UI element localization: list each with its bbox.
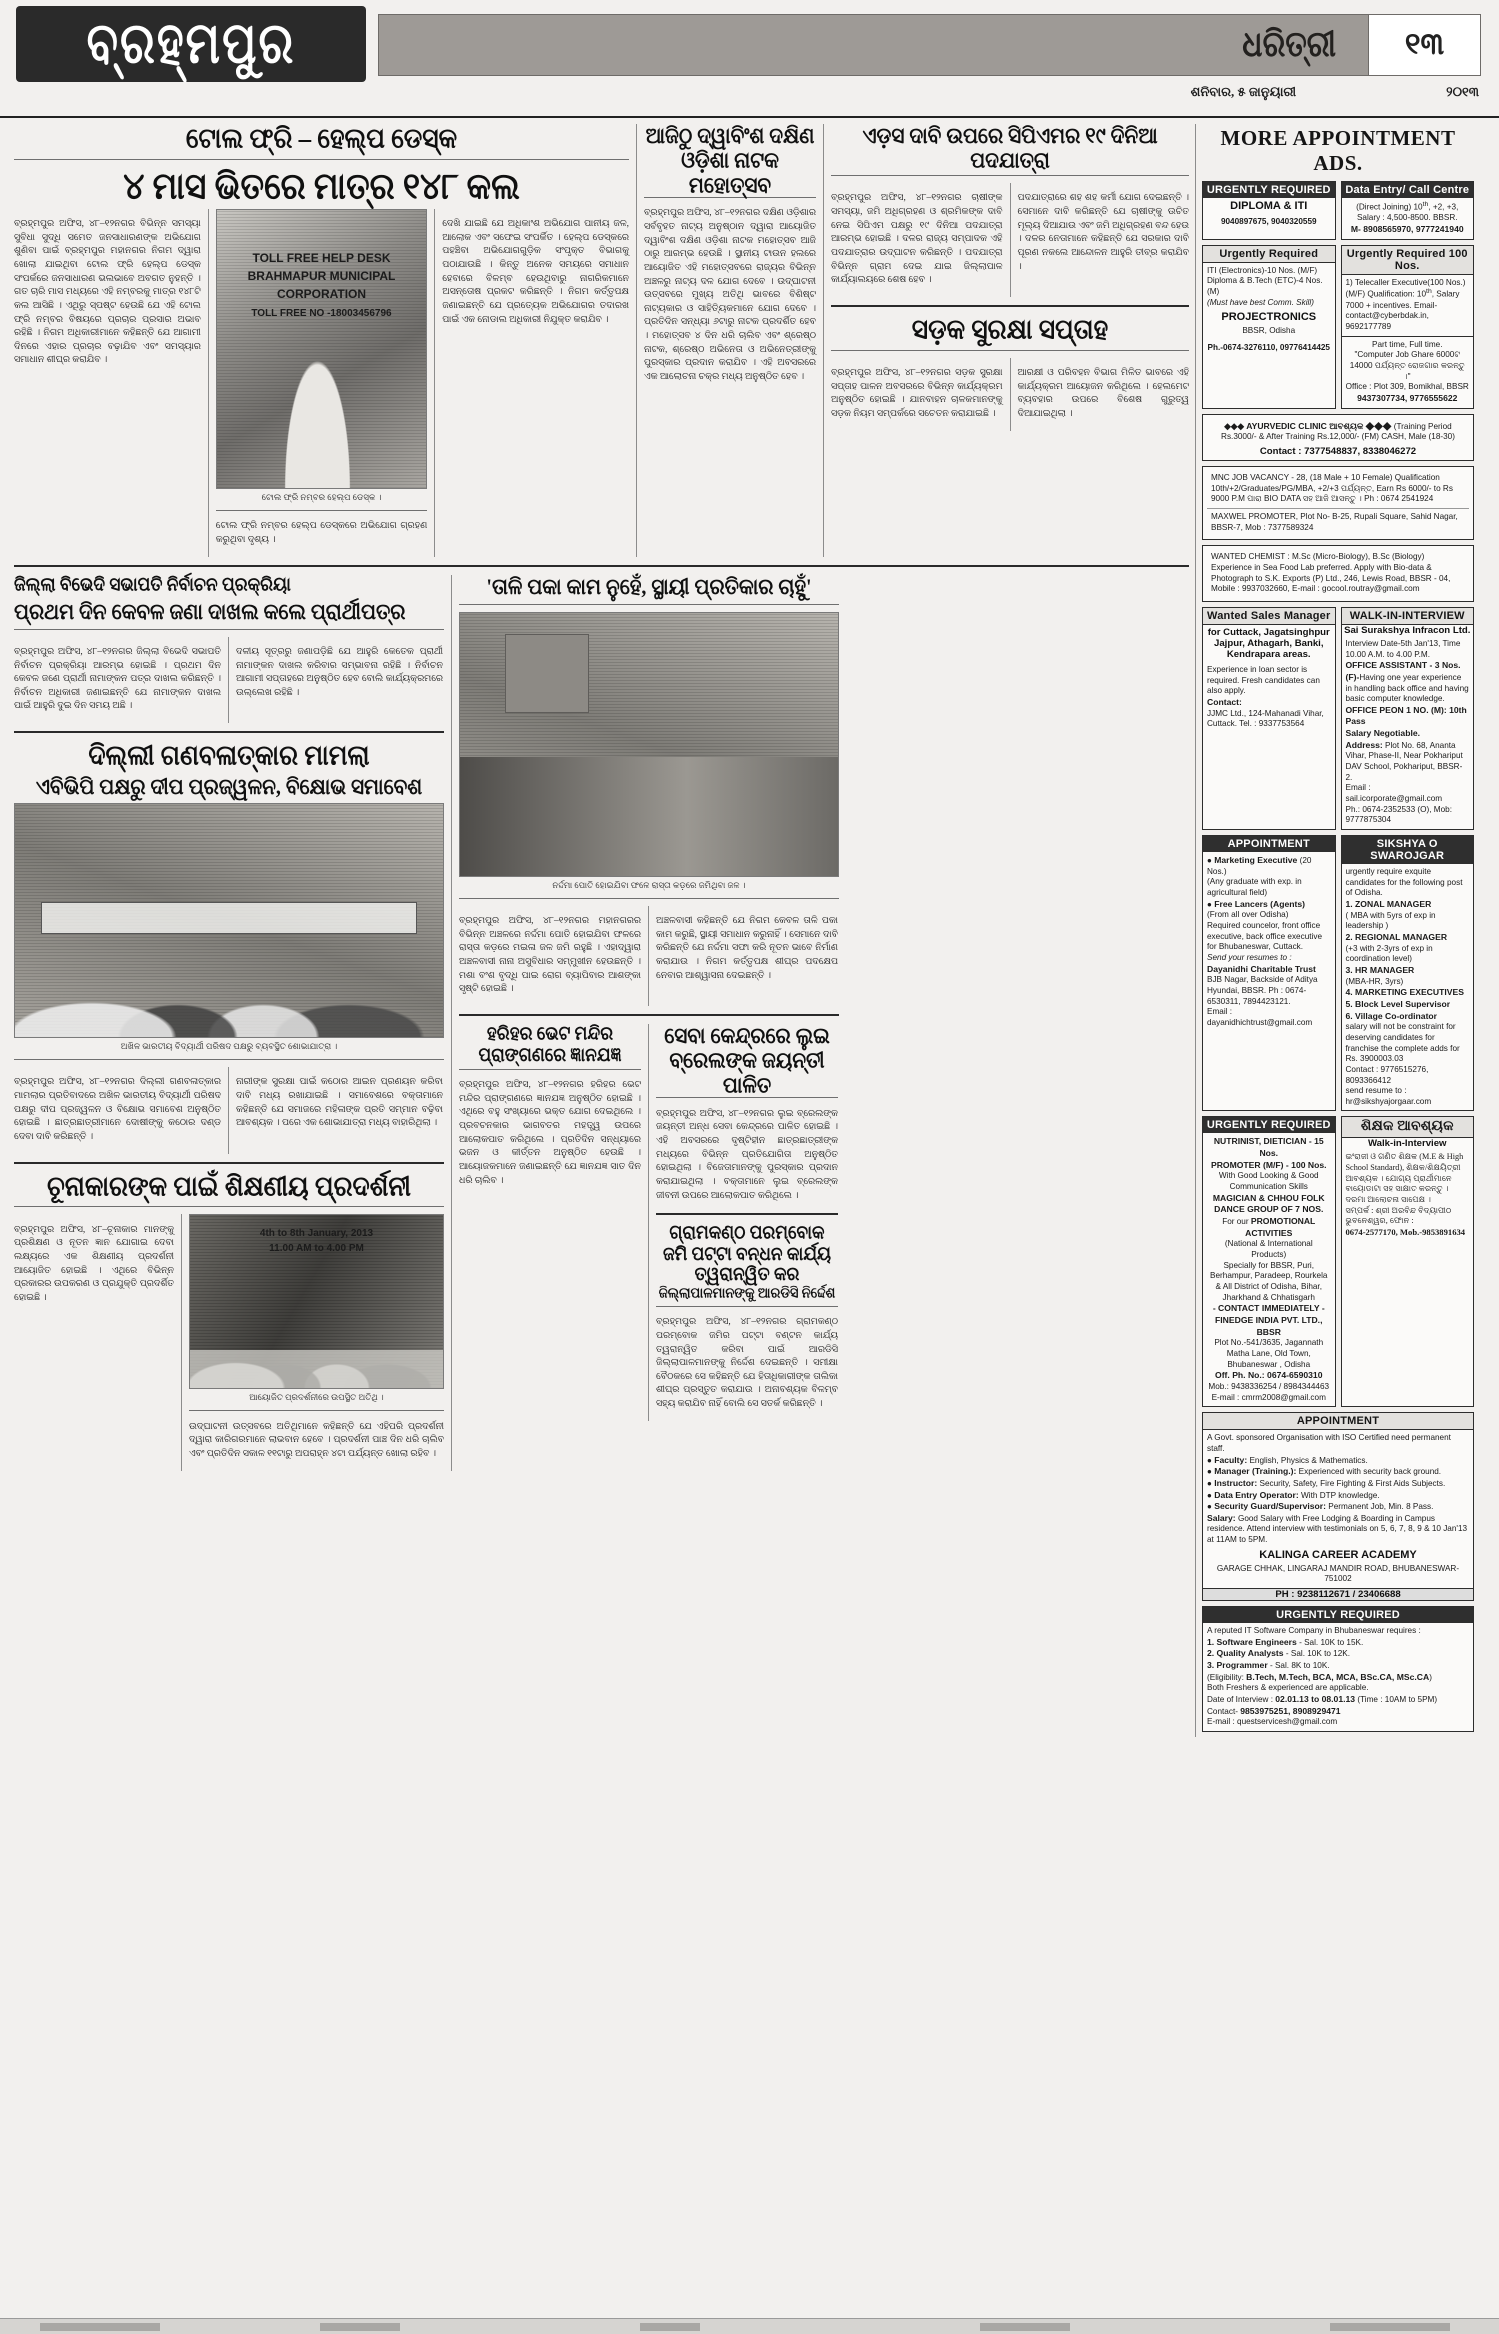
drain-col1: ବ୍ରହ୍ମପୁର ଅଫିସ, ୪୮–୧୨ନଗର ମହାନଗରର ବିଭିନ୍ନ ଅଞ୍ଚଳରେ ନର୍ଦ୍ଦମା ପୋତି ହୋଇଯିବା ଫଳରେ ରାସ୍ତା କଡ଼ରେ ମଇଳା ଜଳ ଜମି ରହୁଛି । ଏହାଦ୍ୱାରା ଅଞ୍ଚଳବାସୀ ନାନା ଅସୁବିଧାର ସମ୍ମୁଖୀନ ହେଉଛନ୍ତି । ମଶା ବଂଶ ବୃଦ୍ଧି ପାଇ ରୋଗ ବ୍ୟାପିବାର ଆଶଙ୍କା ସୃଷ୍ଟି ହୋଇଛି । <box>459 916 641 995</box>
ad-part-time-details: Part time, Full time. "Computer Job Ghare 6000ଟ 14000 ପର୍ଯ୍ୟନ୍ତ ରୋଜଗାର କରନ୍ତୁ ।" Office : Plot 309, Bomikhal, BBSR 9437307734, 9776555622 <box>1342 336 1474 408</box>
ad-details: A Govt. sponsored Organisation with ISO Certified need permanent staff. ● Faculty: English, Physics & Mathematics. ● Manager (Training.): Experienced with security back ground. ● Instructor: Security, Safety, Fire Fighting & First Aids Subjects. ● Data Entry Operator: With DTP knowledge. ● Security Guard/Supervisor: Permanent Job, Min. 8 Pass. Salary: Good Salary with Free Lodging & Boarding in Campus residence. Attend interview with testimonials on 5, 6, 7, 8, 9 & 10 Jan'13 at 11AM to 5PM. <box>1207 1433 1468 1545</box>
ad-address: MAXWEL PROMOTER, Plot No- B-25, Rupali Square, Sahid Nagar, BBSR-7, Mob : 7377589324 <box>1207 508 1469 536</box>
ad-walk-in-interview[interactable] <box>1341 607 1475 830</box>
ad-sikshak-abasyaka[interactable] <box>1341 1116 1475 1407</box>
ad-company: KALINGA CAREER ACADEMY <box>1259 1548 1417 1561</box>
section-name: ଧରିତ୍ରୀ <box>1242 24 1336 65</box>
classifieds-column <box>1202 124 1474 1737</box>
drain-photo <box>459 612 839 877</box>
date-line: ଶନିବାର, ୫ ଜାନୁୟାରୀ <box>1190 84 1297 99</box>
toll-free-caption-1: ଟୋଲ ଫ୍ରି ନମ୍ବର ହେଲ୍ପ ଡେସ୍କ । <box>261 491 382 502</box>
ad-data-entry[interactable] <box>1341 181 1475 240</box>
hariha-body: ବ୍ରହ୍ମପୁର ଅଫିସ, ୪୮–୧୨ନଗର ହରିହର ଭେଟ ମନ୍ଦିର ପ୍ରାଙ୍ଗଣରେ ଜ୍ଞାନଯଜ୍ଞ ଅନୁଷ୍ଠିତ ହୋଇଛି । ଏଥିରେ ବହୁ ସଂଖ୍ୟାରେ ଭକ୍ତ ଯୋଗ ଦେଇଥିଲେ । ପ୍ରବଚନକାର ଭାଗବତର ମହତ୍ତ୍ୱ ଉପରେ ଆଲୋକପାତ କରିଥିଲେ । ପ୍ରତିଦିନ ସନ୍ଧ୍ୟାରେ ଭଜନ ଓ କୀର୍ତ୍ତନ ଅନୁଷ୍ଠିତ ହେଉଛି । ଆୟୋଜକମାନେ ଜଣାଇଛନ୍ତି ଯେ ଜ୍ଞାନଯଜ୍ଞ ସାତ ଦିନ ଧରି ଚାଲିବ । <box>459 1080 641 1186</box>
cpm-col1: ବ୍ରହ୍ମପୁର ଅଫିସ, ୪୮–୧୨ନଗର ଚାଷୀଙ୍କ ସମସ୍ୟା, ଜମି ଅଧିଗ୍ରହଣ ଓ ଶ୍ରମିକଙ୍କ ଦାବି ନେଇ ସିପିଏମ ପକ୍ଷରୁ ୧୯ ଦିନିଆ ପଦଯାତ୍ରା ଆରମ୍ଭ ହୋଇଛି । ଦଳର ରାଜ୍ୟ ସମ୍ପାଦକ ଏହି ପଦଯାତ୍ରାର ଉଦ୍‌ଘାଟନ କରିଛନ୍ତି । ପଦଯାତ୍ରା ବିଭିନ୍ନ ଗ୍ରାମ ଦେଇ ଯାଇ ଜିଲ୍ଲାପାଳ କାର୍ଯ୍ୟାଲୟରେ ଶେଷ ହେବ । <box>831 193 1003 286</box>
road-safety-col1: ବ୍ରହ୍ମପୁର ଅଫିସ, ୪୮–୧୨ନଗର ସଡ଼କ ସୁରକ୍ଷା ସପ୍ତାହ ପାଳନ ଅବସରରେ ବିଭିନ୍ନ କାର୍ଯ୍ୟକ୍ରମ ଅନୁଷ୍ଠିତ ହୋଇଛି । ଯାନବାହନ ଚାଳକମାନଙ୍କୁ ସଡ଼କ ନିୟମ ସମ୍ପର୍କରେ ସଚେତନ କରାଯାଇଛି । <box>831 368 1003 419</box>
newspaper-logo <box>16 6 366 82</box>
ad-details: Experience in loan sector is required. Fresh candidates can also apply. Contact: JJMC Ltd., 124-Mahanadi Vihar, Cuttack. Tel. : 9337753564 <box>1207 664 1324 729</box>
classifieds-title: MORE APPOINTMENT ADS. <box>1220 126 1456 175</box>
ad-details: (Direct Joining) 10th, +2, +3, Salary : 4,500-8500. BBSR. M- 8908565970, 9777241940 <box>1350 201 1464 235</box>
ad-heading: APPOINTMENT <box>1203 836 1335 852</box>
exhibition-headline: ଚୂନାକାରଙ୍କ ପାଇଁ ଶିକ୍ଷଣୀୟ ପ୍ରଦର୍ଶନୀ <box>46 1171 412 1203</box>
print-registration-strip <box>0 2318 1499 2334</box>
toll-free-headline: ୪ ମାସ ଭିତରେ ମାତ୍ର ୧୪୮ କଲ <box>123 166 520 207</box>
ad-details: MNC JOB VACANCY - 28, (18 Male + 10 Female) Qualification 10th/+2/Graduates/PG/MBA, +2/+3 ପର୍ଯ୍ୟନ୍ତ, Earn Rs 6000/- to Rs 9000 P.M ପାରା BIO DATA ସହ ଆଜି ଆସନ୍ତୁ । Ph : 0674 2541924 <box>1211 472 1453 504</box>
ad-heading: Wanted Sales Manager <box>1203 608 1335 625</box>
cpm-col2: ପଦଯାତ୍ରାରେ ଶହ ଶହ କର୍ମୀ ଯୋଗ ଦେଇଛନ୍ତି । ସେମାନେ ଦାବି କରିଛନ୍ତି ଯେ ଚାଷୀଙ୍କୁ ଉଚିତ ମୂଲ୍ୟ ଦିଆଯାଉ ଏବଂ ଜମି ଅଧିଗ୍ରହଣ ବନ୍ଦ ହେଉ । ଦଳର ନେତାମାନେ କହିଛନ୍ତି ଯେ ସରକାର ଦାବି ପୂରଣ ନକଲେ ଆନ୍ଦୋଳନ ଆହୁରି ତୀବ୍ର କରାଯିବ । <box>1017 193 1189 272</box>
road-safety-headline: ସଡ଼କ ସୁରକ୍ଷା ସପ୍ତାହ <box>911 315 1109 346</box>
ad-contact: Contact : 7377548837, 8338046272 <box>1259 445 1417 457</box>
ad-subheading: Walk-in-Interview <box>1367 1138 1447 1150</box>
drain-caption: ନର୍ଦ୍ଦମା ପୋତି ହୋଇଯିବା ଫଳେ ରାସ୍ତା କଡ଼ରେ ଜମିଥିବା ଜଳ । <box>552 879 746 890</box>
natak-body: ବ୍ରହ୍ମପୁର ଅଫିସ, ୪୮–୧୨ନଗର ଦକ୍ଷିଣ ଓଡ଼ିଶାର ସର୍ବବୃହତ ନାଟ୍ୟ ଅନୁଷ୍ଠାନ ଦ୍ୱାରା ଆୟୋଜିତ ଦ୍ୱାବିଂଶ ଦକ୍ଷିଣ ଓଡ଼ିଶା ନାଟକ ମହୋତ୍ସବ ଆଜି ଠାରୁ ଆରମ୍ଭ ହେଉଛି । ସ୍ଥାନୀୟ ଟାଉନ ହଲରେ ଆୟୋଜିତ ଏହି ମହୋତ୍ସବରେ ରାଜ୍ୟର ବିଭିନ୍ନ ଅଞ୍ଚଳରୁ ନାଟ୍ୟ ଦଳ ଯୋଗ ଦେବେ । ଉଦ୍‌ଘାଟନୀ ଉତ୍ସବରେ ମୁଖ୍ୟ ଅତିଥି ଭାବରେ ବିଶିଷ୍ଟ ନାଟ୍ୟକାର ଓ ସାହିତ୍ୟିକମାନେ ଯୋଗ ଦେବେ । ପ୍ରତିଦିନ ସନ୍ଧ୍ୟା ୬ଟାରୁ ନାଟକ ପ୍ରଦର୍ଶିତ ହେବ । ମହୋତ୍ସବ ୪ ଦିନ ଧରି ଚାଲିବ ଏବଂ ଶ୍ରେଷ୍ଠ ନାଟକ, ଶ୍ରେଷ୍ଠ ଅଭିନେତା ଓ ଅଭିନେତ୍ରୀଙ୍କୁ ପୁରସ୍କାର ପ୍ରଦାନ କରାଯିବ । ଏହି ଅବସରରେ ଏକ ଆଲୋଚନା ଚକ୍ର ମଧ୍ୟ ଅନୁଷ୍ଠିତ ହେବ । <box>643 208 817 382</box>
ad-address: GARAGE CHHAK, LINGARAJ MANDIR ROAD, BHUBANESWAR-751002 <box>1216 1563 1460 1584</box>
ad-heading: URGENTLY REQUIRED <box>1203 182 1335 198</box>
ad-sales-manager[interactable] <box>1202 607 1336 830</box>
ad-areas: for Cuttack, Jagatsinghpur Jajpur, Athagarh, Banki, Kendrapara areas. <box>1207 626 1330 660</box>
exhibition-caption: ଆୟୋଜିତ ପ୍ରଦର୍ଶନୀରେ ଉପସ୍ଥିତ ଅତିଥି । <box>249 1392 384 1403</box>
ad-details: ଇଂରାଜୀ ଓ ଗଣିତ ଶିକ୍ଷକ (M.E & High School Standard), ଶିକ୍ଷକ/ଶିକ୍ଷୟିତ୍ରୀ ଆବଶ୍ୟକ । ଯୋଗ୍ୟ ପ୍ରାର୍ଥୀମାନେ ବାୟୋଡାଟା ସହ ସାକ୍ଷାତ କରନ୍ତୁ । ଦରମା ଆଲୋଚନା ସାପେକ୍ଷ । ସମ୍ପର୍କ : ଶ୍ରୀ ଅରବିନ୍ଦ ବିଦ୍ୟାପୀଠ ଭୁବନେଶ୍ୱର, ଫୋନ : 0674-2577170, Mob.-9853891634 <box>1345 1152 1466 1238</box>
ad-finedge-india[interactable] <box>1202 1116 1336 1407</box>
toll-free-col2: ଦେଖି ଯାଇଛି ଯେ ଅଧିକାଂଶ ଅଭିଯୋଗ ପାନୀୟ ଜଳ, ଆଲୋକ ଏବଂ ସଫେଇ ସଂପର୍କିତ । ହେଲ୍ପ ଡେସ୍କରେ ପହଞ୍ଚିବା ଅଭିଯୋଗଗୁଡ଼ିକ ସଂପୃକ୍ତ ବିଭାଗକୁ ପଠାଯାଉଛି । କିନ୍ତୁ ଅନେକ ସମୟରେ ସମାଧାନ ହେବାରେ ବିଳମ୍ବ ହେଉଥିବାରୁ ନାଗରିକମାନେ ଅସନ୍ତୋଷ ପ୍ରକଟ କରିଛନ୍ତି । ନିଗମ କର୍ତ୍ତୃପକ୍ଷ ଜଣାଇଛନ୍ତି ଯେ ପ୍ରତ୍ୟେକ ଅଭିଯୋଗର ତଦାରଖ ପାଇଁ ଏକ ନୋଡାଲ ଅଧିକାରୀ ନିଯୁକ୍ତ କରାଯିବ । <box>442 219 629 325</box>
ad-heading: WALK-IN-INTERVIEW <box>1342 608 1474 625</box>
ad-heading: SIKSHYA O SWAROJGAR <box>1342 836 1474 864</box>
natak-headline: ଆଜିଠୁ ଦ୍ୱାବିଂଶ ଦକ୍ଷିଣ ଓଡ଼ିଶା ନାଟକ ମହୋତ୍ସବ <box>645 124 815 198</box>
gramakantha-headline: ଗ୍ରାମକଣ୍ଠ ପରମ୍ବୋକ ଜମି ପଟ୍ଟା ବନ୍ଧନ କାର୍ଯ୍ୟ ତ୍ୱରାନ୍ୱିତ କର <box>662 1221 832 1285</box>
ad-phone: PH : 9238112671 / 23406688 <box>1203 1588 1473 1600</box>
cpm-headline: ଏଡ଼ସ ଦାବି ଉପରେ ସିପିଏମର ୧୯ ଦିନିଆ ପଦଯାତ୍ରା <box>862 124 1158 174</box>
abvp-caption: ଅଖିଳ ଭାରତୀୟ ବିଦ୍ୟାର୍ଥୀ ପରିଷଦ ପକ୍ଷରୁ ବ୍ୟବସ୍ଥିତ ଶୋଭାଯାତ୍ରା । <box>120 1040 338 1051</box>
ad-heading: Urgently Required 100 Nos. <box>1342 246 1474 275</box>
ad-heading: ଶିକ୍ଷକ ଆବଶ୍ୟକ <box>1342 1117 1474 1138</box>
ad-heading: URGENTLY REQUIRED <box>1203 1117 1335 1133</box>
abvp-photo <box>14 803 444 1038</box>
ad-projectronics[interactable] <box>1202 245 1336 409</box>
photo-signboard-text: TOLL FREE HELP DESK BRAHMAPUR MUNICIPAL CORPORATION TOLL FREE NO -18003456796 <box>247 250 396 319</box>
ad-phone: Ph.-0674-3276110, 09776414425 <box>1207 342 1330 352</box>
ad-details: 1) Telecaller Executive(100 Nos.) (M/F) Qualification: 10th, Salary 7000 + incentives. Email- contact@cyberbdak.in, 9692177789 <box>1345 277 1466 332</box>
abvp-col1: ବ୍ରହ୍ମପୁର ଅଫିସ, ୪୮–୧୨ନଗର ଦିଲ୍ଲୀ ଗଣବଳାତ୍କାର ମାମଲାର ପ୍ରତିବାଦରେ ଅଖିଳ ଭାରତୀୟ ବିଦ୍ୟାର୍ଥୀ ପରିଷଦ ପକ୍ଷରୁ ଦୀପ ପ୍ରଜ୍ୱଳନ ଓ ବିକ୍ଷୋଭ ସମାବେଶ ଅନୁଷ୍ଠିତ ହୋଇଛି । ଛାତ୍ରଛାତ୍ରୀମାନେ ଦୋଷୀଙ୍କୁ କଠୋର ଦଣ୍ଡ ଦେବା ଦାବି କରିଛନ୍ତି । <box>14 1077 221 1142</box>
exhibition-col2: ଉଦ୍‌ଘାଟନୀ ଉତ୍ସବରେ ଅତିଥିମାନେ କହିଛନ୍ତି ଯେ ଏହିପରି ପ୍ରଦର୍ଶନୀ ଦ୍ୱାରା କାରିଗରମାନେ ଲାଭବାନ ହେବେ । ପ୍ରଦର୍ଶନୀ ପାଞ୍ଚ ଦିନ ଧରି ଚାଲିବ ଏବଂ ପ୍ରତିଦିନ ସକାଳ ୧୧ଟାରୁ ଅପରାହ୍ନ ୪ଟା ପର୍ଯ୍ୟନ୍ତ ଖୋଲା ରହିବ । <box>189 1421 444 1459</box>
ad-heading: Data Entry/ Call Centre <box>1342 182 1474 198</box>
abvp-headline: ଦିଲ୍ଲୀ ଗଣବଳାତ୍କାର ମାମଲା <box>88 741 370 772</box>
ad-appointment-dayanidhi[interactable] <box>1202 835 1336 1111</box>
ad-details: NUTRINIST, DIETICIAN - 15 Nos. PROMOTER (M/F) - 100 Nos. With Good Looking & Good Communication Skills MAGICIAN & CHHOU FOLK DANCE GROUP OF 7 NOS. For our PROMOTIONAL ACTIVITIES (National & International Products) Specially for BBSR, Puri, Berhampur, Paradeep, Rourkela & All District of Odisha, Bihar, Jharkhand & Chhatisgarh - CONTACT IMMEDIATELY - FINEDGE INDIA PVT. LTD., BBSR Plot No.-541/3635, Jagannath Matha Lane, Old Town, Bhubaneswar , Odisha Off. Ph. No.: 0674-6590310 Mob.: 9438336254 / 8984344463 E-mail : cmrm2008@gmail.com <box>1208 1136 1330 1402</box>
toll-free-col1: ବ୍ରହ୍ମପୁର ଅଫିସ, ୪୮–୧୨ନଗର ବିଭିନ୍ନ ସମସ୍ୟା ସୁବିଧା ସୁଦ୍ଧି ସମେତ ଜନସାଧାରଣଙ୍କ ଅଭିଯୋଗ ଶୁଣିବା ପାଇଁ ବ୍ରହ୍ମପୁର ମହାନଗର ନିଗମ ଦ୍ୱାରା ଖୋଲା ଯାଇଥିବା ଟୋଲ ଫ୍ରି ହେଲ୍ପ ଡେସ୍କ ସଂପର୍କରେ ଜନସାଧାରଣ ଭଲଭାବେ ଅବଗତ ନୁହନ୍ତି । ଗତ ଚାରି ମାସ ମଧ୍ୟରେ ଏହି ନମ୍ବରକୁ ମାତ୍ର ୧୪୮ଟି କଲ ଆସିଛି । ଏଥିରୁ ସ୍ପଷ୍ଟ ହେଉଛି ଯେ ଏହି ଟୋଲ ଫ୍ରି ନମ୍ବର ବିଷୟରେ ପ୍ରଚାର ପ୍ରସାର ଅଭାବ ରହିଛି । ନିଗମ ଅଧିକାରୀମାନେ କହିଛନ୍ତି ଯେ ଆଗାମୀ ଦିନରେ ଏହାର ପ୍ରଚାର ବଢ଼ାଯିବ ଏବଂ ସମସ୍ୟାର ସମାଧାନ ଶୀଘ୍ର କରାଯିବ । <box>14 219 201 366</box>
abvp-col2: ନାରୀଙ୍କ ସୁରକ୍ଷା ପାଇଁ କଠୋର ଆଇନ ପ୍ରଣୟନ କରିବା ଦାବି ମଧ୍ୟ ରଖାଯାଇଛି । ସମାବେଶରେ ବକ୍ତାମାନେ କହିଛନ୍ତି ଯେ ସମାଜରେ ମହିଳାଙ୍କ ପ୍ରତି ସମ୍ମାନ ବଢ଼ିବା ଆବଶ୍ୟକ । ପରେ ଏକ ଶୋଭାଯାତ୍ରା ମଧ୍ୟ ବାହାରିଥିଲା । <box>236 1077 443 1129</box>
masthead-bar <box>378 14 1481 76</box>
ad-heading: URGENTLY REQUIRED <box>1203 1607 1473 1623</box>
hariha-headline: ହରିହର ଭେଟ ମନ୍ଦିର ପ୍ରାଙ୍ଗଣରେ ଜ୍ଞାନଯଜ୍ଞ <box>478 1023 622 1066</box>
exhibition-banner-text: 4th to 8th January, 2013 11.00 AM to 4.00 PM <box>259 1227 374 1254</box>
toll-free-kicker: ଟୋଲ ଫ୍ରି – ହେଲ୍ପ ଡେସ୍କ <box>185 124 458 155</box>
ad-details: ◆◆◆ AYURVEDIC CLINIC ଆବଶ୍ୟକ ◆◆◆ (Training Period Rs.3000/- & After Training Rs.12,000/- (FM) CASH, Male (18-30) <box>1221 420 1455 442</box>
abvp-subheadline: ଏବିଭିପି ପକ୍ଷରୁ ଦୀପ ପ୍ରଜ୍ୱଳନ, ବିକ୍ଷୋଭ ସମାବେଶ <box>35 774 423 800</box>
zilla-col1: ବ୍ରହ୍ମପୁର ଅଫିସ, ୪୮–୧୨ନଗର ଜିଲ୍ଲା ବିଭେଦି ସଭାପତି ନିର୍ବାଚନ ପ୍ରକ୍ରିୟା ଆରମ୍ଭ ହୋଇଛି । ପ୍ରଥମ ଦିନ କେବଳ ଜଣେ ପ୍ରାର୍ଥୀ ନାମାଙ୍କନ ପତ୍ର ଦାଖଲ କରିଛନ୍ତି । ନିର୍ବାଚନ ଅଧିକାରୀ ଜଣାଇଛନ୍ତି ଯେ ନାମାଙ୍କନ ଦାଖଲ ପାଇଁ ଆହୁରି ଦୁଇ ଦିନ ସମୟ ଅଛି । <box>14 646 221 712</box>
exhibition-photo <box>189 1214 444 1389</box>
ad-mnc-job[interactable] <box>1202 466 1474 540</box>
ad-software-company[interactable] <box>1202 1606 1474 1732</box>
masthead <box>0 0 1499 118</box>
ad-heading: APPOINTMENT <box>1203 1413 1473 1430</box>
ad-details: A reputed IT Software Company in Bhubaneswar requires : 1. Software Engineers - Sal. 10K to 15K. 2. Quality Analysts - Sal. 10K to 12K. 3. Programmer - Sal. 8K to 10K. (Eligibility: B.Tech, M.Tech, BCA, MCA, BSc.CA, MSc.CA) Both Freshers & experienced are applicable. Date of Interview : 02.01.13 to 08.01.13 (Time : 10AM to 5PM) Contact- 9853975251, 8908929471 E-mail : questservicesh@gmail.com <box>1207 1626 1438 1727</box>
ad-heading: Urgently Required <box>1203 246 1335 263</box>
ad-diploma-iti[interactable] <box>1202 181 1336 240</box>
exhibition-col1: ବ୍ରହ୍ମପୁର ଅଫିସ, ୪୮–ଚୂନାକାର ମାନଙ୍କୁ ପ୍ରଶିକ୍ଷଣ ଓ ନୂତନ ଜ୍ଞାନ ଯୋଗାଇ ଦେବା ଲକ୍ଷ୍ୟରେ ଏକ ଶିକ୍ଷଣୀୟ ପ୍ରଦର୍ଶନୀ ଆୟୋଜିତ ହୋଇଛି । ଏଥିରେ ବିଭିନ୍ନ ପ୍ରକାରର ଉପକରଣ ଓ ପ୍ରଯୁକ୍ତି ପ୍ରଦର୍ଶିତ ହୋଇଛି । <box>14 1224 174 1303</box>
seba-headline: ସେବା କେନ୍ଦ୍ରରେ ଲୁଇ ବ୍ରେଲଙ୍କ ଜୟନ୍ତୀ ପାଳିତ <box>664 1024 830 1099</box>
ad-details: ● Marketing Executive (20 Nos.) (Any graduate with exp. in agricultural field) ● Free Lancers (Agents) (From all over Odisha) Required councelor, front office executive, back office executive for Bhubaneswar, Cuttack. Send your resumes to : Dayanidhi Charitable Trust BJB Nagar, Backside of Aditya Hyundai, BBSR. Ph : 0674-6530311, 7894423121. Email : dayanidhichtrust@gmail.com <box>1207 855 1322 1027</box>
seba-body: ବ୍ରହ୍ମପୁର ଅଫିସ, ୪୮–୧୨ନଗର ଲୁଇ ବ୍ରେଲଙ୍କ ଜୟନ୍ତୀ ଅନ୍ଧ ସେବା କେନ୍ଦ୍ରରେ ପାଳିତ ହୋଇଛି । ଏହି ଅବସରରେ ଦୃଷ୍ଟିହୀନ ଛାତ୍ରଛାତ୍ରୀଙ୍କ ମଧ୍ୟରେ ବିଭିନ୍ନ ପ୍ରତିଯୋଗିତା ଅନୁଷ୍ଠିତ ହୋଇଥିଲା । ବିଜେତାମାନଙ୍କୁ ପୁରସ୍କାର ପ୍ରଦାନ କରାଯାଇଥିଲା । ବକ୍ତାମାନେ ଲୁଇ ବ୍ରେଲଙ୍କ ଜୀବନୀ ଉପରେ ଆଲୋକପାତ କରିଥିଲେ । <box>656 1108 838 1201</box>
zilla-headline: ପ୍ରଥମ ଦିନ କେବଳ ଜଣା ଦାଖଲ କଲେ ପ୍ରାର୍ଥୀପତ୍ର <box>14 599 406 625</box>
ad-title: DIPLOMA & ITI <box>1230 200 1308 212</box>
zilla-kicker: ଜିଲ୍ଲା ବିଭେଦି ସଭାପତି ନିର୍ବାଚନ ପ୍ରକ୍ରିୟା <box>14 573 291 595</box>
ad-telecaller[interactable] <box>1341 245 1475 409</box>
ad-wanted-chemist[interactable] <box>1202 545 1474 602</box>
page-number: ୧୩ <box>1368 15 1480 75</box>
toll-free-photo <box>216 209 427 489</box>
ad-company: Sai Surakshya Infracon Ltd. <box>1344 624 1471 636</box>
ad-details: Interview Date-5th Jan'13, Time 10.00 A.M. to 4.00 P.M. OFFICE ASSISTANT - 3 Nos. (F)-Having one year experience in handling back office and having basic computer knowledge. OFFICE PEON 1 NO. (M): 10th Pass Salary Negotiable. Address: Plot No. 68, Ananta Vihar, Phase-II, Near Pokhariput DAV School, Pokhariput, BBSR-2. Email : sail.icorporate@gmail.com Ph.: 0674-2352533 (O), Mob: 9777875304 <box>1345 638 1469 825</box>
ad-company: PROJECTRONICS <box>1221 311 1317 324</box>
ad-location: BBSR, Odisha <box>1242 326 1296 336</box>
road-safety-col2: ଆରକ୍ଷୀ ଓ ପରିବହନ ବିଭାଗ ମିଳିତ ଭାବରେ ଏହି କାର୍ଯ୍ୟକ୍ରମ ଆୟୋଜନ କରିଥିଲେ । ହେଲମେଟ ବ୍ୟବହାର ଉପରେ ବିଶେଷ ଗୁରୁତ୍ୱ ଦିଆଯାଇଥିଲା । <box>1017 368 1189 419</box>
zilla-col2: ଦଳୀୟ ସୂତ୍ରରୁ ଜଣାପଡ଼ିଛି ଯେ ଆହୁରି କେତେକ ପ୍ରାର୍ଥୀ ନାମାଙ୍କନ ଦାଖଲ କରିବାର ସମ୍ଭାବନା ରହିଛି । ନିର୍ବାଚନ ଆଗାମୀ ସପ୍ତାହରେ ଅନୁଷ୍ଠିତ ହେବ ବୋଲି କାର୍ଯ୍ୟକ୍ରମରେ ଉଲ୍ଲେଖ ରହିଛି । <box>236 646 443 698</box>
toll-free-caption-2: ଟୋଲ ଫ୍ରି ନମ୍ବର ହେଲ୍ପ ଡେସ୍କରେ ଅଭିଯୋଗ ଗ୍ରହଣ କରୁଥିବା ଦୃଶ୍ୟ । <box>215 521 428 545</box>
ad-details: WANTED CHEMIST : M.Sc (Micro-Biology), B.Sc (Biology) Experience in Sea Food Lab preferred. Apply with Bio-data & Photograph to S.K. Exports (P) Ltd., 246, Lewis Road, BBSR - 04, Mobile : 9937032660, E-mail : gocool.routray@gmail.com <box>1211 552 1451 594</box>
year-line: ୨୦୧୩ <box>1446 84 1479 99</box>
ad-ayurvedic-clinic[interactable] <box>1202 414 1474 461</box>
ad-details: urgently require exquite candidates for the following post of Odisha. 1. ZONAL MANAGER ( MBA with 5yrs of exp in leadership ) 2. REGIONAL MANAGER (+3 with 2-3yrs of exp in coordination level) 3. HR MANAGER (MBA-HR, 3yrs) 4. MARKETING EXECUTIVES 5. Block Level Supervisor 6. Village Co-ordinator salary will not be constraint for deserving candidates for franchise the complete adds for Rs. 3900003.03 Contact : 9776515276, 8093366412 send resume to : hr@sikshyajorgaar.com <box>1345 867 1464 1106</box>
masthead-subline <box>1191 84 1479 100</box>
drain-headline: 'ତାଳି ପକା କାମ ନୁହେଁ, ସ୍ଥାୟୀ ପ୍ରତିକାର ଚାହୁଁ' <box>486 574 812 600</box>
gramakantha-subheadline: ଜିଲ୍ଲାପାଳମାନଙ୍କୁ ଆରଡିସି ନିର୍ଦ୍ଦେଶ <box>658 1283 836 1301</box>
gramakantha-body: ବ୍ରହ୍ମପୁର ଅଫିସ, ୪୮–୧୨ନଗର ଗ୍ରାମକଣ୍ଠ ପରମ୍ବୋକ ଜମିର ପଟ୍ଟା ବଣ୍ଟନ କାର୍ଯ୍ୟ ତ୍ୱରାନ୍ୱିତ କରିବା ପାଇଁ ଆରଡିସି ଜିଲ୍ଲାପାଳମାନଙ୍କୁ ନିର୍ଦ୍ଦେଶ ଦେଇଛନ୍ତି । ସମୀକ୍ଷା ବୈଠକରେ ସେ କହିଛନ୍ତି ଯେ ହିତାଧିକାରୀଙ୍କ ତାଲିକା ଶୀଘ୍ର ପ୍ରସ୍ତୁତ କରାଯାଉ । ଅନାବଶ୍ୟକ ବିଳମ୍ବ ସହ୍ୟ କରାଯିବ ନାହିଁ ବୋଲି ସେ ସତର୍କ କରିଛନ୍ତି । <box>656 1317 838 1410</box>
drain-col2: ଅଞ୍ଚଳବାସୀ କହିଛନ୍ତି ଯେ ନିଗମ କେବଳ ତାଳି ପକା କାମ କରୁଛି, ସ୍ଥାୟୀ ସମାଧାନ କରୁନାହିଁ । ସେମାନେ ଦାବି କରିଛନ୍ତି ଯେ ନର୍ଦ୍ଦମା ସଫା କରି ନୂତନ ଭାବେ ନିର୍ମାଣ କରାଯାଉ । ନିଗମ କର୍ତ୍ତୃପକ୍ଷ ଶୀଘ୍ର ପଦକ୍ଷେପ ନେବାର ଆଶ୍ୱାସନା ଦେଇଛନ୍ତି । <box>656 916 838 981</box>
ad-phone: 9040897675, 9040320559 <box>1220 217 1317 226</box>
ad-sikshya-o-swarojgar[interactable] <box>1341 835 1475 1111</box>
ad-details: ITI (Electronics)-10 Nos. (M/F) Diploma & B.Tech (ETC)-4 Nos. (M) (Must have best Comm. Skill) <box>1207 265 1323 307</box>
logo-text: ବ୍ରହ୍ମପୁର <box>86 10 296 75</box>
ad-kalinga-career-academy[interactable] <box>1202 1412 1474 1601</box>
